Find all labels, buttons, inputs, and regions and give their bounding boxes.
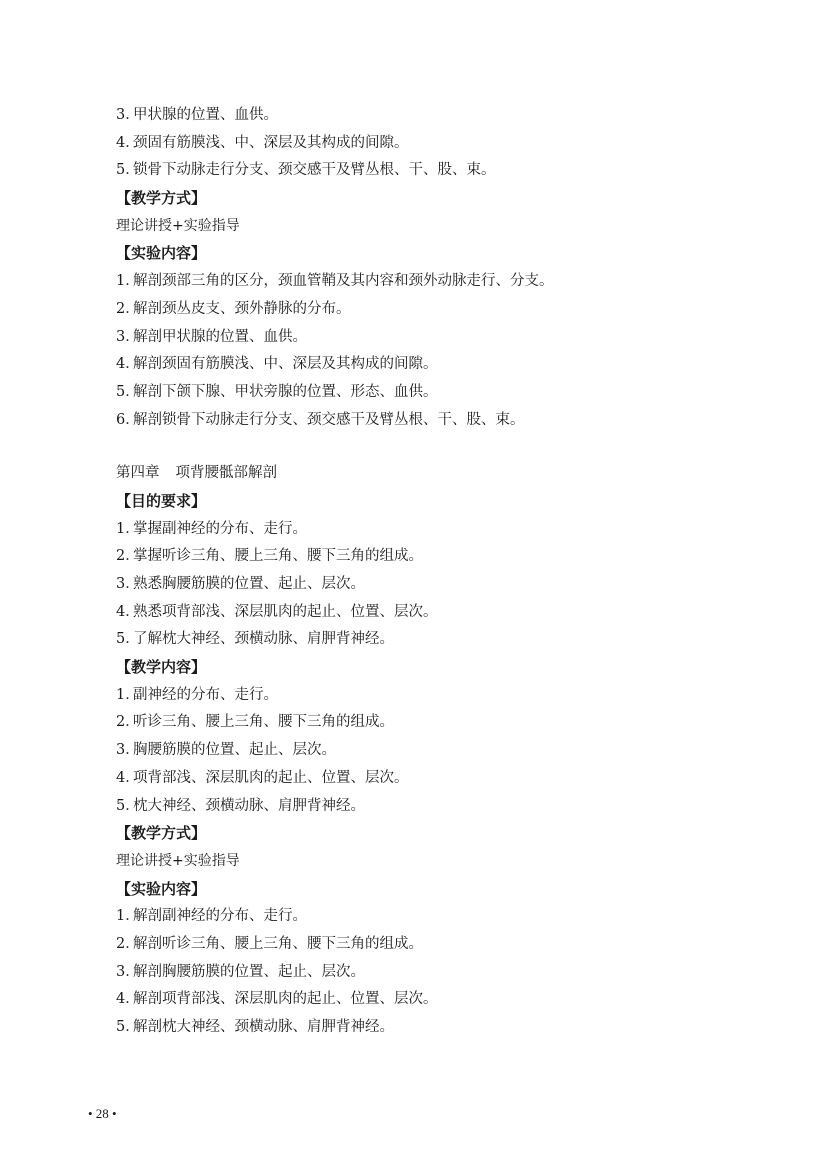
page-number: • 28 • xyxy=(88,1106,117,1121)
goals-list xyxy=(116,516,716,654)
list-item: 4．解剖颈固有筋膜浅、中、深层及其构成的间隙。 xyxy=(116,356,438,373)
lab-content-heading: 【实验内容】 xyxy=(116,244,207,263)
list-item: 1．解剖颈部三角的区分，颈血管鞘及其内容和颈外动脉走行、分支。 xyxy=(116,273,554,290)
list-item: 2．解剖颈丛皮支、颈外静脉的分布。 xyxy=(116,300,351,317)
chapter-name: 项背腰骶部解剖 xyxy=(175,465,277,482)
lab-content-heading: 【实验内容】 xyxy=(116,879,207,898)
list-item: 6．解剖锁骨下动脉走行分支、颈交感干及臂丛根、干、股、束。 xyxy=(116,411,525,428)
list-item: 3．解剖胸腰筋膜的位置、起止、层次。 xyxy=(116,963,365,980)
section-a-items xyxy=(116,102,716,185)
list-item: 2．解剖听诊三角、腰上三角、腰下三角的组成。 xyxy=(116,935,423,952)
list-item: 2．掌握听诊三角、腰上三角、腰下三角的组成。 xyxy=(116,548,423,565)
list-item: 4．颈固有筋膜浅、中、深层及其构成的间隙。 xyxy=(116,134,409,151)
section-gap xyxy=(116,434,716,460)
list-item: 5．解剖下颌下腺、甲状旁腺的位置、形态、血供。 xyxy=(116,383,438,400)
teaching-content-heading: 【教学内容】 xyxy=(116,658,207,677)
list-item: 2．听诊三角、腰上三角、腰下三角的组成。 xyxy=(116,714,394,731)
teaching-content-list xyxy=(116,682,716,820)
goals-heading: 【目的要求】 xyxy=(116,491,207,510)
list-item: 3．解剖甲状腺的位置、血供。 xyxy=(116,328,307,345)
teaching-method-heading: 【教学方式】 xyxy=(116,189,207,208)
list-item: 1．掌握副神经的分布、走行。 xyxy=(116,520,307,537)
chapter-label: 第四章 xyxy=(116,465,160,482)
list-item: 5．了解枕大神经、颈横动脉、肩胛背神经。 xyxy=(116,631,394,648)
list-item: 4．熟悉项背部浅、深层肌肉的起止、位置、层次。 xyxy=(116,603,438,620)
list-item: 3．甲状腺的位置、血供。 xyxy=(116,107,278,123)
lab-content-list xyxy=(116,903,716,1041)
page-content xyxy=(116,102,716,1042)
list-item: 3．胸腰筋膜的位置、起止、层次。 xyxy=(116,742,336,759)
teaching-method-heading: 【教学方式】 xyxy=(116,824,207,843)
list-item: 5．枕大神经、颈横动脉、肩胛背神经。 xyxy=(116,797,365,814)
lab-content-list xyxy=(116,268,716,434)
list-item: 5．解剖枕大神经、颈横动脉、肩胛背神经。 xyxy=(116,1019,394,1035)
chapter-title xyxy=(116,460,716,488)
list-item: 4．项背部浅、深层肌肉的起止、位置、层次。 xyxy=(116,769,409,786)
list-item: 5．锁骨下动脉走行分支、颈交感干及臂丛根、干、股、束。 xyxy=(116,162,496,179)
list-item: 1．解剖副神经的分布、走行。 xyxy=(116,908,307,925)
list-item: 3．熟悉胸腰筋膜的位置、起止、层次。 xyxy=(116,576,365,592)
list-item: 4．解剖项背部浅、深层肌肉的起止、位置、层次。 xyxy=(116,991,438,1008)
teaching-method-text: 理论讲授+实验指导 xyxy=(116,852,240,869)
list-item: 1．副神经的分布、走行。 xyxy=(116,686,278,703)
teaching-method-text: 理论讲授+实验指导 xyxy=(116,217,240,234)
